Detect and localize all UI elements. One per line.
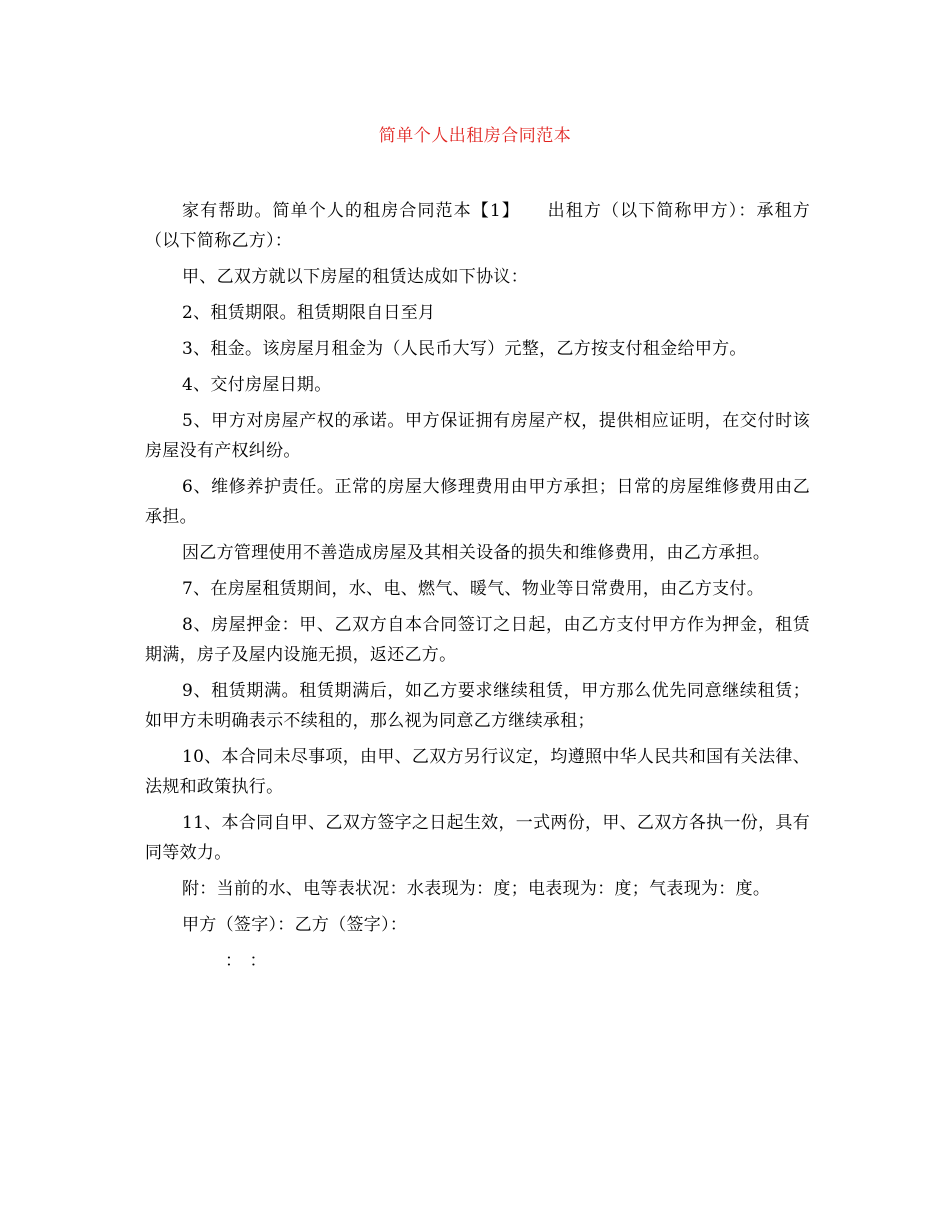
paragraph-signatures: 甲方（签字）：乙方（签字）： [182,915,408,935]
paragraph-deposit: 8、房屋押金：甲、乙双方自本合同签订之日起，由乙方支付甲方作为押金，租赁期满，房子及屋内设施无损，返还乙方。 [145,615,810,665]
paragraph-agreement: 甲、乙双方就以下房屋的租赁达成如下协议： [182,267,528,287]
paragraph-unresolved-matters: 10、本合同未尽事项，由甲、乙双方另行议定，均遵照中华人民共和国有关法律、法规和政策执行。 [145,747,810,797]
document-body [145,196,810,982]
signature-date-blank: ：： [225,951,283,971]
paragraph-maintenance: 6、维修养护责任。正常的房屋大修理费用由甲方承担；日常的房屋维修费用由乙承担。 [145,477,810,527]
paragraph-effectiveness: 11、本合同自甲、乙双方签字之日起生效，一式两份，甲、乙双方各执一份，具有同等效力。 [145,813,810,863]
paragraph-lease-term: 2、租赁期限。租赁期限自日至月 [182,303,436,323]
paragraph-property-rights: 5、甲方对房屋产权的承诺。甲方保证拥有房屋产权，提供相应证明，在交付时该房屋没有产权纠纷。 [145,411,810,461]
paragraph-intro: 家有帮助。简单个人的租房合同范本【1】 出租方（以下简称甲方）：承租方（以下简称乙方）： [145,201,810,251]
paragraph-delivery-date: 4、交付房屋日期。 [182,375,332,395]
document-title: 简单个人出租房合同范本 [378,126,572,146]
paragraph-daily-expenses: 7、在房屋租赁期间，水、电、燃气、暖气、物业等日常费用，由乙方支付。 [182,579,765,599]
paragraph-meter-readings: 附：当前的水、电等表状况：水表现为：度；电表现为：度；气表现为：度。 [182,879,771,899]
paragraph-lease-expiry: 9、租赁期满。租赁期满后，如乙方要求继续租赁，甲方那么优先同意继续租赁；如甲方未明确表示不续租的，那么视为同意乙方继续承租； [145,681,810,731]
paragraph-damage-liability: 因乙方管理使用不善造成房屋及其相关设备的损失和维修费用，由乙方承担。 [182,543,771,563]
paragraph-rent: 3、租金。该房屋月租金为（人民币大写）元整，乙方按支付租金给甲方。 [182,339,747,359]
